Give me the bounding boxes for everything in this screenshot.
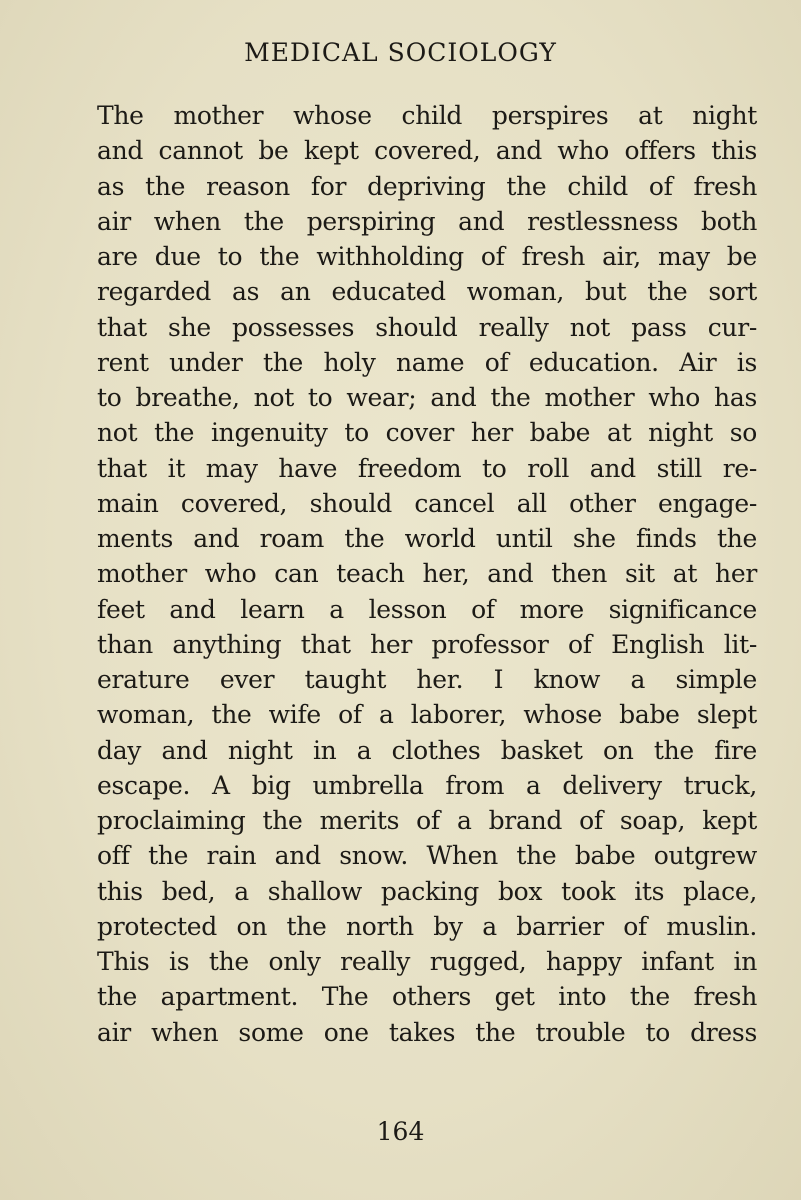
text-line: main covered, should cancel all other engage-: [97, 488, 757, 518]
text-line: the apartment. The others get into the fresh: [97, 982, 757, 1012]
text-line: air when some one takes the trouble to dress: [97, 1017, 757, 1047]
text-line: feet and learn a lesson of more significance: [97, 594, 757, 624]
text-line: as the reason for depriving the child of fresh: [97, 171, 757, 201]
text-line: to breathe, not to wear; and the mother who has: [97, 383, 757, 412]
page-number: 164: [376, 1117, 425, 1146]
text-line: The mother whose child perspires at night: [97, 101, 757, 130]
text-line: regarded as an educated woman, but the sort: [97, 277, 757, 307]
text-line: air when the perspiring and restlessness both: [97, 206, 757, 236]
text-line: that she possesses should really not pass cur-: [97, 312, 757, 342]
text-line: mother who can teach her, and then sit at her: [97, 559, 757, 589]
text-line: escape. A big umbrella from a delivery truck,: [97, 770, 757, 800]
text-line: and cannot be kept covered, and who offers this: [97, 136, 757, 166]
text-line: This is the only really rugged, happy infant in: [97, 947, 757, 976]
text-line: rent under the holy name of education. Air is: [97, 347, 757, 377]
text-line: this bed, a shallow packing box took its place,: [97, 876, 757, 906]
text-line: protected on the north by a barrier of muslin.: [97, 911, 757, 941]
running-head: MEDICAL SOCIOLOGY: [244, 38, 557, 67]
text-line: that it may have freedom to roll and still re-: [97, 453, 757, 483]
text-line: off the rain and snow. When the babe outgrew: [97, 841, 757, 871]
text-line: than anything that her professor of English lit-: [97, 629, 757, 659]
text-line: erature ever taught her. I know a simple: [97, 665, 757, 694]
text-line: proclaiming the merits of a brand of soap, kept: [97, 806, 757, 835]
text-line: day and night in a clothes basket on the fire: [97, 735, 757, 765]
text-line: woman, the wife of a laborer, whose babe slept: [97, 700, 757, 730]
text-line: are due to the withholding of fresh air, may be: [97, 242, 757, 271]
body-paragraph: [97, 98, 757, 1050]
text-line: not the ingenuity to cover her babe at night so: [97, 418, 757, 448]
text-line: ments and roam the world until she finds the: [97, 524, 757, 553]
